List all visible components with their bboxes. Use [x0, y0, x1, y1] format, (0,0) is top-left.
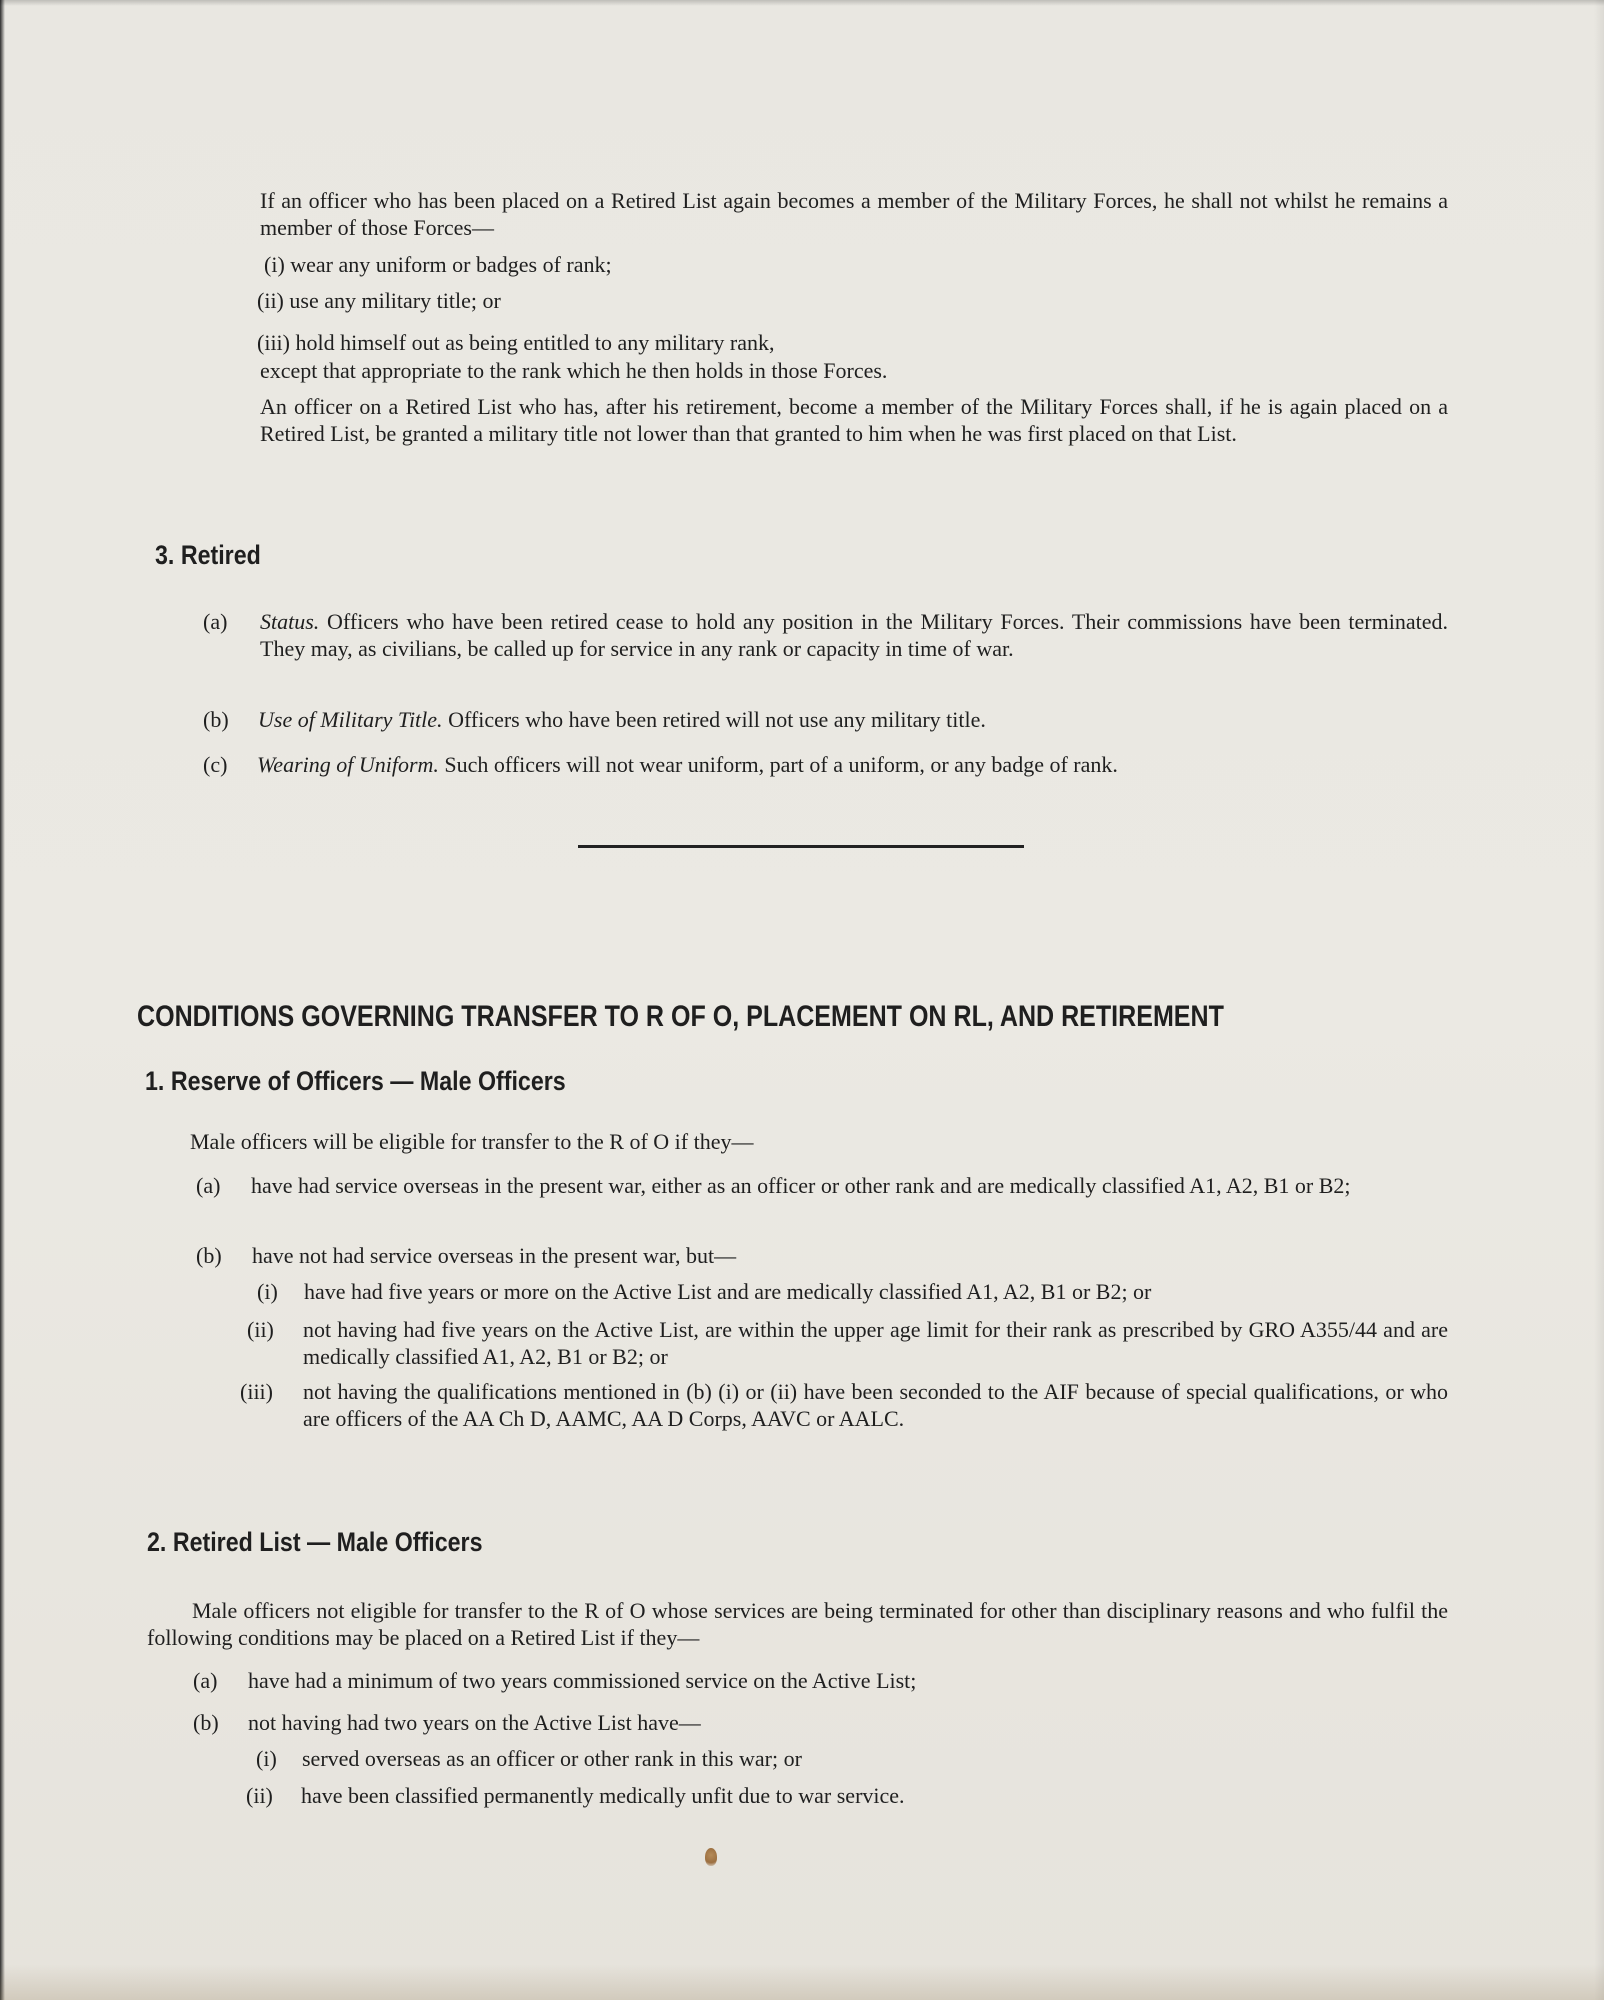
- retired-list-b-text: not having had two years on the Active List have—: [248, 1710, 701, 1735]
- retired-list-b-i-text: served overseas as an officer or other rank in this war; or: [302, 1746, 802, 1771]
- retired-b-label: (b): [203, 707, 229, 732]
- reserve-b-iii-text: not having the qualifications mentioned in (b) (i) or (ii) have been seconded to the AIF because of special qualifications, or who are officers of the AA Ch D, AAMC, AA D Corps, AAVC or AALC.: [303, 1379, 1448, 1431]
- retired-b-title: Use of Military Title.: [258, 707, 443, 732]
- retired-c-title: Wearing of Uniform.: [257, 752, 439, 777]
- retired-a-label: (a): [203, 609, 228, 634]
- reserve-b-ii-text: not having had five years on the Active List, are within the upper age limit for their rank as prescribed by GRO A355/44 and are medically classified A1, A2, B1 or B2; or: [303, 1317, 1448, 1369]
- retired-list-b-i-label: (i): [256, 1746, 277, 1771]
- page-edge-right: [1594, 0, 1604, 2000]
- retired-list-b-label: (b): [193, 1710, 219, 1735]
- retired-list-item-iii: (iii) hold himself out as being entitled to any military rank,: [257, 330, 775, 355]
- retired-list-b-ii-text: have been classified permanently medically unfit due to war service.: [301, 1783, 905, 1808]
- ink-stain-mark: [705, 1848, 717, 1866]
- reserve-b-i-label: (i): [257, 1279, 278, 1304]
- retired-a-title: Status.: [260, 609, 320, 634]
- section-divider: [578, 845, 1024, 848]
- reserve-intro: Male officers will be eligible for transfer to the R of O if they—: [190, 1129, 754, 1154]
- reserve-b-label: (b): [196, 1243, 222, 1268]
- retired-list-a-text: have had a minimum of two years commissioned service on the Active List;: [248, 1668, 917, 1693]
- retired-list-except: except that appropriate to the rank which he then holds in those Forces.: [260, 358, 888, 383]
- retired-list-a-label: (a): [193, 1668, 218, 1693]
- retired-list-item-ii: (ii) use any military title; or: [257, 288, 501, 313]
- retired-b-text: Officers who have been retired will not use any military title.: [448, 707, 986, 732]
- retired-list-intro: If an officer who has been placed on a Retired List again becomes a member of the Military Forces, he shall not whilst he remains a member of those Forces—: [260, 188, 1448, 240]
- reserve-a-text: have had service overseas in the present war, either as an officer or other rank and are medically classified A1, A2, B1 or B2;: [251, 1173, 1351, 1198]
- reserve-b-ii-label: (ii): [247, 1317, 274, 1342]
- retired-list-b-ii-label: (ii): [246, 1783, 273, 1808]
- page-edge-left: [0, 0, 5, 2000]
- section-heading-retired-list: 2. Retired List — Male Officers: [147, 1527, 483, 1557]
- retired-a-text: Officers who have been retired cease to hold any position in the Military Forces. Their commissions have been terminated. They may, as civilians, be called up for service in any rank or capacity in time of war.: [260, 609, 1449, 661]
- reserve-b-iii-label: (iii): [240, 1379, 273, 1404]
- retired-c-text: Such officers will not wear uniform, part of a uniform, or any badge of rank.: [444, 752, 1118, 777]
- retired-c-label: (c): [203, 752, 228, 777]
- section-heading-reserve-of-officers: 1. Reserve of Officers — Male Officers: [145, 1066, 566, 1096]
- section-heading-retired: 3. Retired: [155, 540, 261, 570]
- reserve-b-text: have not had service overseas in the present war, but—: [252, 1243, 737, 1268]
- retired-list-item-i: (i) wear any uniform or badges of rank;: [264, 252, 612, 277]
- retired-c-paragraph: [257, 751, 1118, 778]
- page-edge-top: [0, 0, 1604, 6]
- retired-list-closing: An officer on a Retired List who has, after his retirement, become a member of the Military Forces shall, if he is again placed on a Retired List, be granted a military title not lower than that granted to him when he was first placed on that List.: [260, 394, 1448, 446]
- reserve-a-label: (a): [196, 1173, 221, 1198]
- retired-b-paragraph: [258, 706, 986, 733]
- retired-list-conditions-intro: Male officers not eligible for transfer to the R of O whose services are being terminated for other than disciplinary reasons and who fulfil the following conditions may be placed on a Retired List if they—: [147, 1598, 1448, 1650]
- retired-a-paragraph: [260, 608, 1448, 662]
- conditions-heading: CONDITIONS GOVERNING TRANSFER TO R OF O, PLACEMENT ON RL, AND RETIREMENT: [137, 1000, 1224, 1033]
- page-edge-bottom: [0, 1964, 1604, 2000]
- reserve-b-i-text: have had five years or more on the Active List and are medically classified A1, A2, B1 or B2; or: [304, 1279, 1152, 1304]
